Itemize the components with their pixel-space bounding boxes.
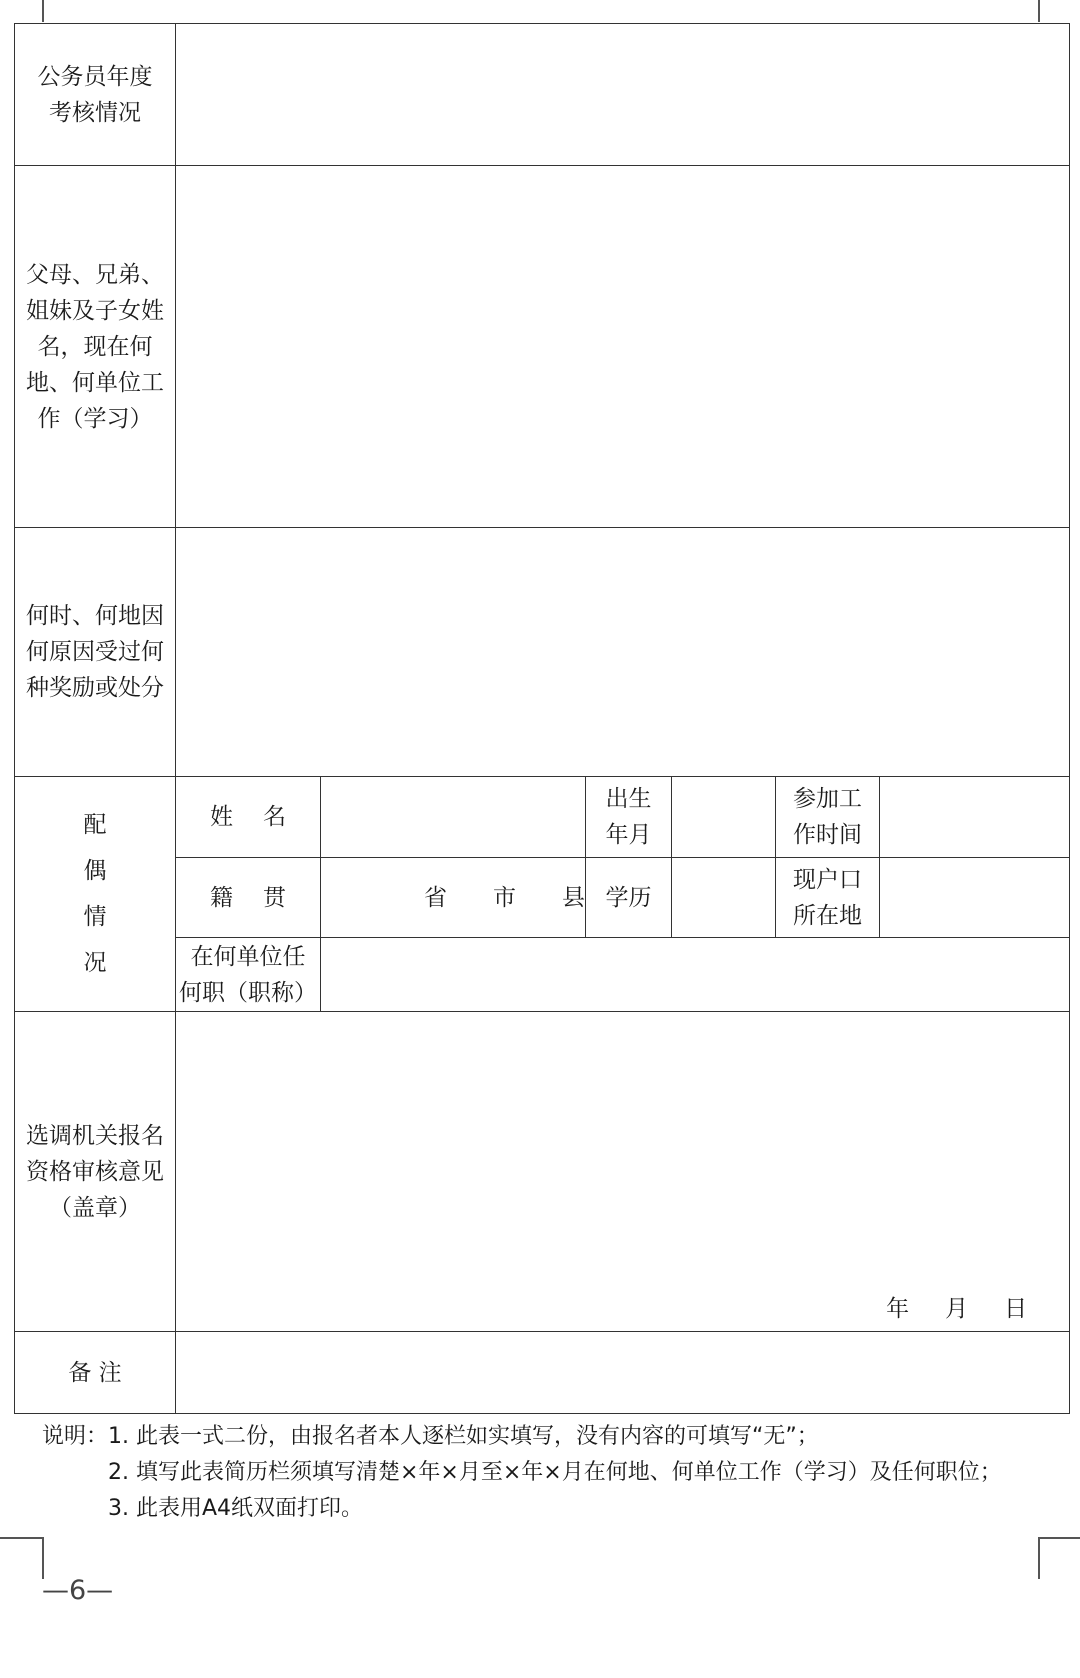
registration-form-table: [14, 23, 1070, 1414]
spouse-name-field[interactable]: [321, 777, 586, 858]
spouse-position-field[interactable]: [321, 938, 1070, 1012]
remarks-label: 备 注: [15, 1332, 176, 1414]
spouse-work-start-field[interactable]: [880, 777, 1070, 858]
family-field[interactable]: [176, 166, 1070, 528]
crop-mark-top-right: [1038, 0, 1040, 22]
spouse-education-field[interactable]: [672, 858, 776, 938]
spouse-native-place-field[interactable]: 省 市 县: [321, 858, 586, 938]
spouse-position-label: 在何单位任 何职（职称）: [176, 938, 321, 1012]
spouse-education-label: 学历: [586, 858, 672, 938]
spouse-birth-field[interactable]: [672, 777, 776, 858]
note-line-2: 2. 填写此表简历栏须填写清楚×年×月至×年×月在何地、何单位工作（学习）及任何职位；: [108, 1460, 1002, 1485]
spouse-label: [15, 777, 176, 1012]
spouse-work-start-label: 参加工 作时间: [776, 777, 880, 858]
spouse-char-1: 配: [83, 812, 107, 838]
annual-review-field[interactable]: [176, 24, 1070, 166]
review-opinion-label: 选调机关报名 资格审核意见 （盖章）: [15, 1012, 176, 1332]
date-month: 月: [945, 1296, 969, 1322]
family-label: 父母、兄弟、 姐妹及子女姓 名，现在何 地、何单位工 作（学习）: [15, 166, 176, 528]
note-line-1: 说明：1. 此表一式二份，由报名者本人逐栏如实填写，没有内容的可填写“无”；: [42, 1424, 819, 1449]
review-opinion-field[interactable]: [176, 1012, 1070, 1332]
rewards-label: 何时、何地因 何原因受过何 种奖励或处分: [15, 528, 176, 777]
spouse-name-label: 姓名: [176, 777, 321, 858]
spouse-char-4: 况: [83, 950, 107, 976]
date-year: 年: [886, 1296, 910, 1322]
annual-review-label: 公务员年度 考核情况: [15, 24, 176, 166]
crop-mark-bottom-left: [0, 1537, 42, 1539]
rewards-field[interactable]: [176, 528, 1070, 777]
page-number: —6—: [42, 1575, 114, 1606]
date-day: 日: [1004, 1296, 1028, 1322]
spouse-birth-label: 出生 年月: [586, 777, 672, 858]
crop-mark-bottom-left-v: [42, 1537, 44, 1579]
crop-mark-bottom-right: [1038, 1537, 1080, 1539]
spouse-native-place-label: 籍贯: [176, 858, 321, 938]
spouse-household-field[interactable]: [880, 858, 1070, 938]
crop-mark-top-left: [42, 0, 44, 22]
form-notes: [42, 1419, 1002, 1527]
review-date: [850, 1291, 1027, 1327]
spouse-household-label: 现户口 所在地: [776, 858, 880, 938]
note-line-3: 3. 此表用A4纸双面打印。: [108, 1496, 364, 1521]
spouse-char-2: 偶: [83, 858, 107, 884]
crop-mark-bottom-right-v: [1038, 1537, 1040, 1579]
remarks-field[interactable]: [176, 1332, 1070, 1414]
spouse-char-3: 情: [83, 904, 107, 930]
